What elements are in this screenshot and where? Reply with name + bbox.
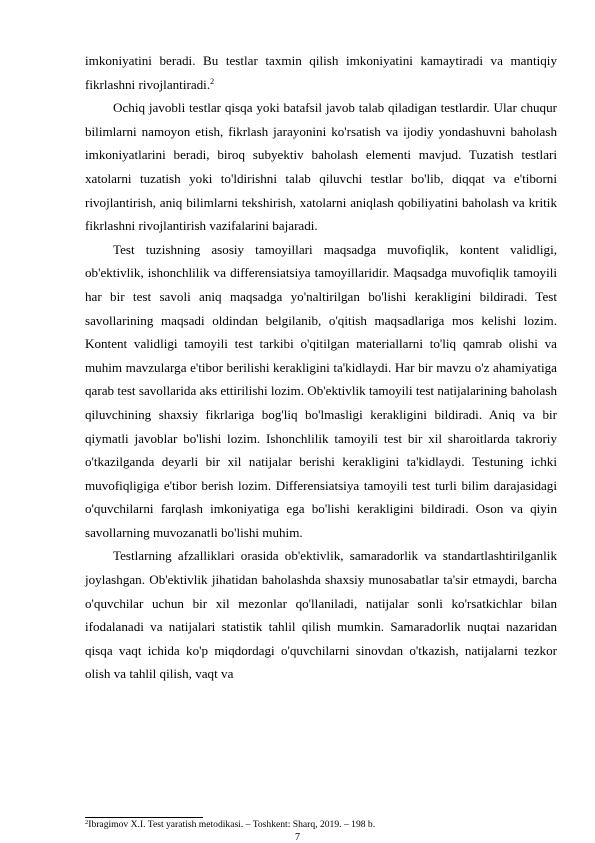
footnote-reference[interactable]: 2 — [210, 76, 215, 86]
paragraph-test-principles: Test tuzishning asosiy tamoyillari maqsadga muvofiqlik, kontent validligi, ob'ektivlik, ishonchlilik va differensiatsiya tamoyillaridir. Maqsadga muvofiqlik tamoyili har bir test savoli aniq maqsadga yo'naltirilgan bo'lishi kerakligini bildiradi. Test savollarining maqsadi oldindan belgilanib, o'qitish maqsadlariga mos kelishi lozim. Kontent validligi tamoyili test tarkibi o'qitilgan materiallarni to'liq qamrab olishi va muhim mavzularga e'tibor berilishi kerakligini ta'kidlaydi. Har bir mavzu o'z ahamiyatiga qarab test savollarida aks ettirilishi lozim. Ob'ektivlik tamoyili test natijalarining baholash qiluvchining shaxsiy fikrlariga bog'liq bo'lmasligi kerakligini bildiradi. Aniq va bir qiymatli javoblar bo'lishi lozim. Ishonchlilik tamoyili test bir xil sharoitlarda takroriy o'tkazilganda deyarli bir xil natijalar berishi kerakligini ta'kidlaydi. Testuning ichki muvofiqligiga e'tibor berish lozim. Differensiatsiya tamoyili test turli bilim darajasidagi o'quvchilarni farqlash imkoniyatiga ega bo'lishi kerakligini bildiradi. Oson va qiyin savollarning muvozanatli bo'lishi muhim. — [85, 241, 557, 540]
page-body — [85, 49, 557, 686]
paragraph-continuation: imkoniyatini beradi. Bu testlar taxmin qilish imkoniyatini kamaytiradi va mantiqiy fikrlashni rivojlantiradi.$^2$ — [85, 53, 557, 92]
footnote-number: 2 — [85, 819, 89, 826]
footnote-text: Ibragimov X.I. Test yaratish metodikasi. – Toshkent: Sharq, 2019. – 198 b. — [88, 819, 376, 830]
page-number: 7 — [295, 832, 300, 843]
paragraph-test-advantages: Testlarning afzalliklari orasida ob'ektivlik, samaradorlik va standartlashtirilganlik joylashgan. Ob'ektivlik jihatidan baholashda shaxsiy munosabatlar ta'sir etmaydi, barcha o'quvchilar uchun bir xil mezonlar qo'llaniladi, natijalar sonli ko'rsatkichlar bilan ifodalanadi va natijalari statistik tahlil qilish mumkin. Samaradorlik nuqtai nazaridan qisqa vaqt ichida ko'p miqdordagi o'quvchilarni sinovdan o'tkazish, natijalarni tezkor olish va tahlil qilish, vaqt va — [85, 548, 557, 682]
footnote-separator — [85, 817, 203, 818]
footnote — [85, 819, 557, 831]
paragraph-open-ended-tests: Ochiq javobli testlar qisqa yoki batafsil javob talab qiladigan testlardir. Ular chuqur bilimlarni namoyon etish, fikrlash jarayonini ko'rsatish va ijodiy yondashuvni baholash imkoniyatlarini beradi, biroq subyektiv baholash elementi mavjud. Tuzatish testlari xatolarni tuzatish yoki to'ldirishni talab qiluvchi testlar bo'lib, diqqat va e'tiborni rivojlantirish, aniq bilimlarni tekshirish, xatolarni aniqlash qobiliyatini baholash va kritik fikrlashni rivojlantirish vazifalarini bajaradi. — [85, 100, 557, 234]
